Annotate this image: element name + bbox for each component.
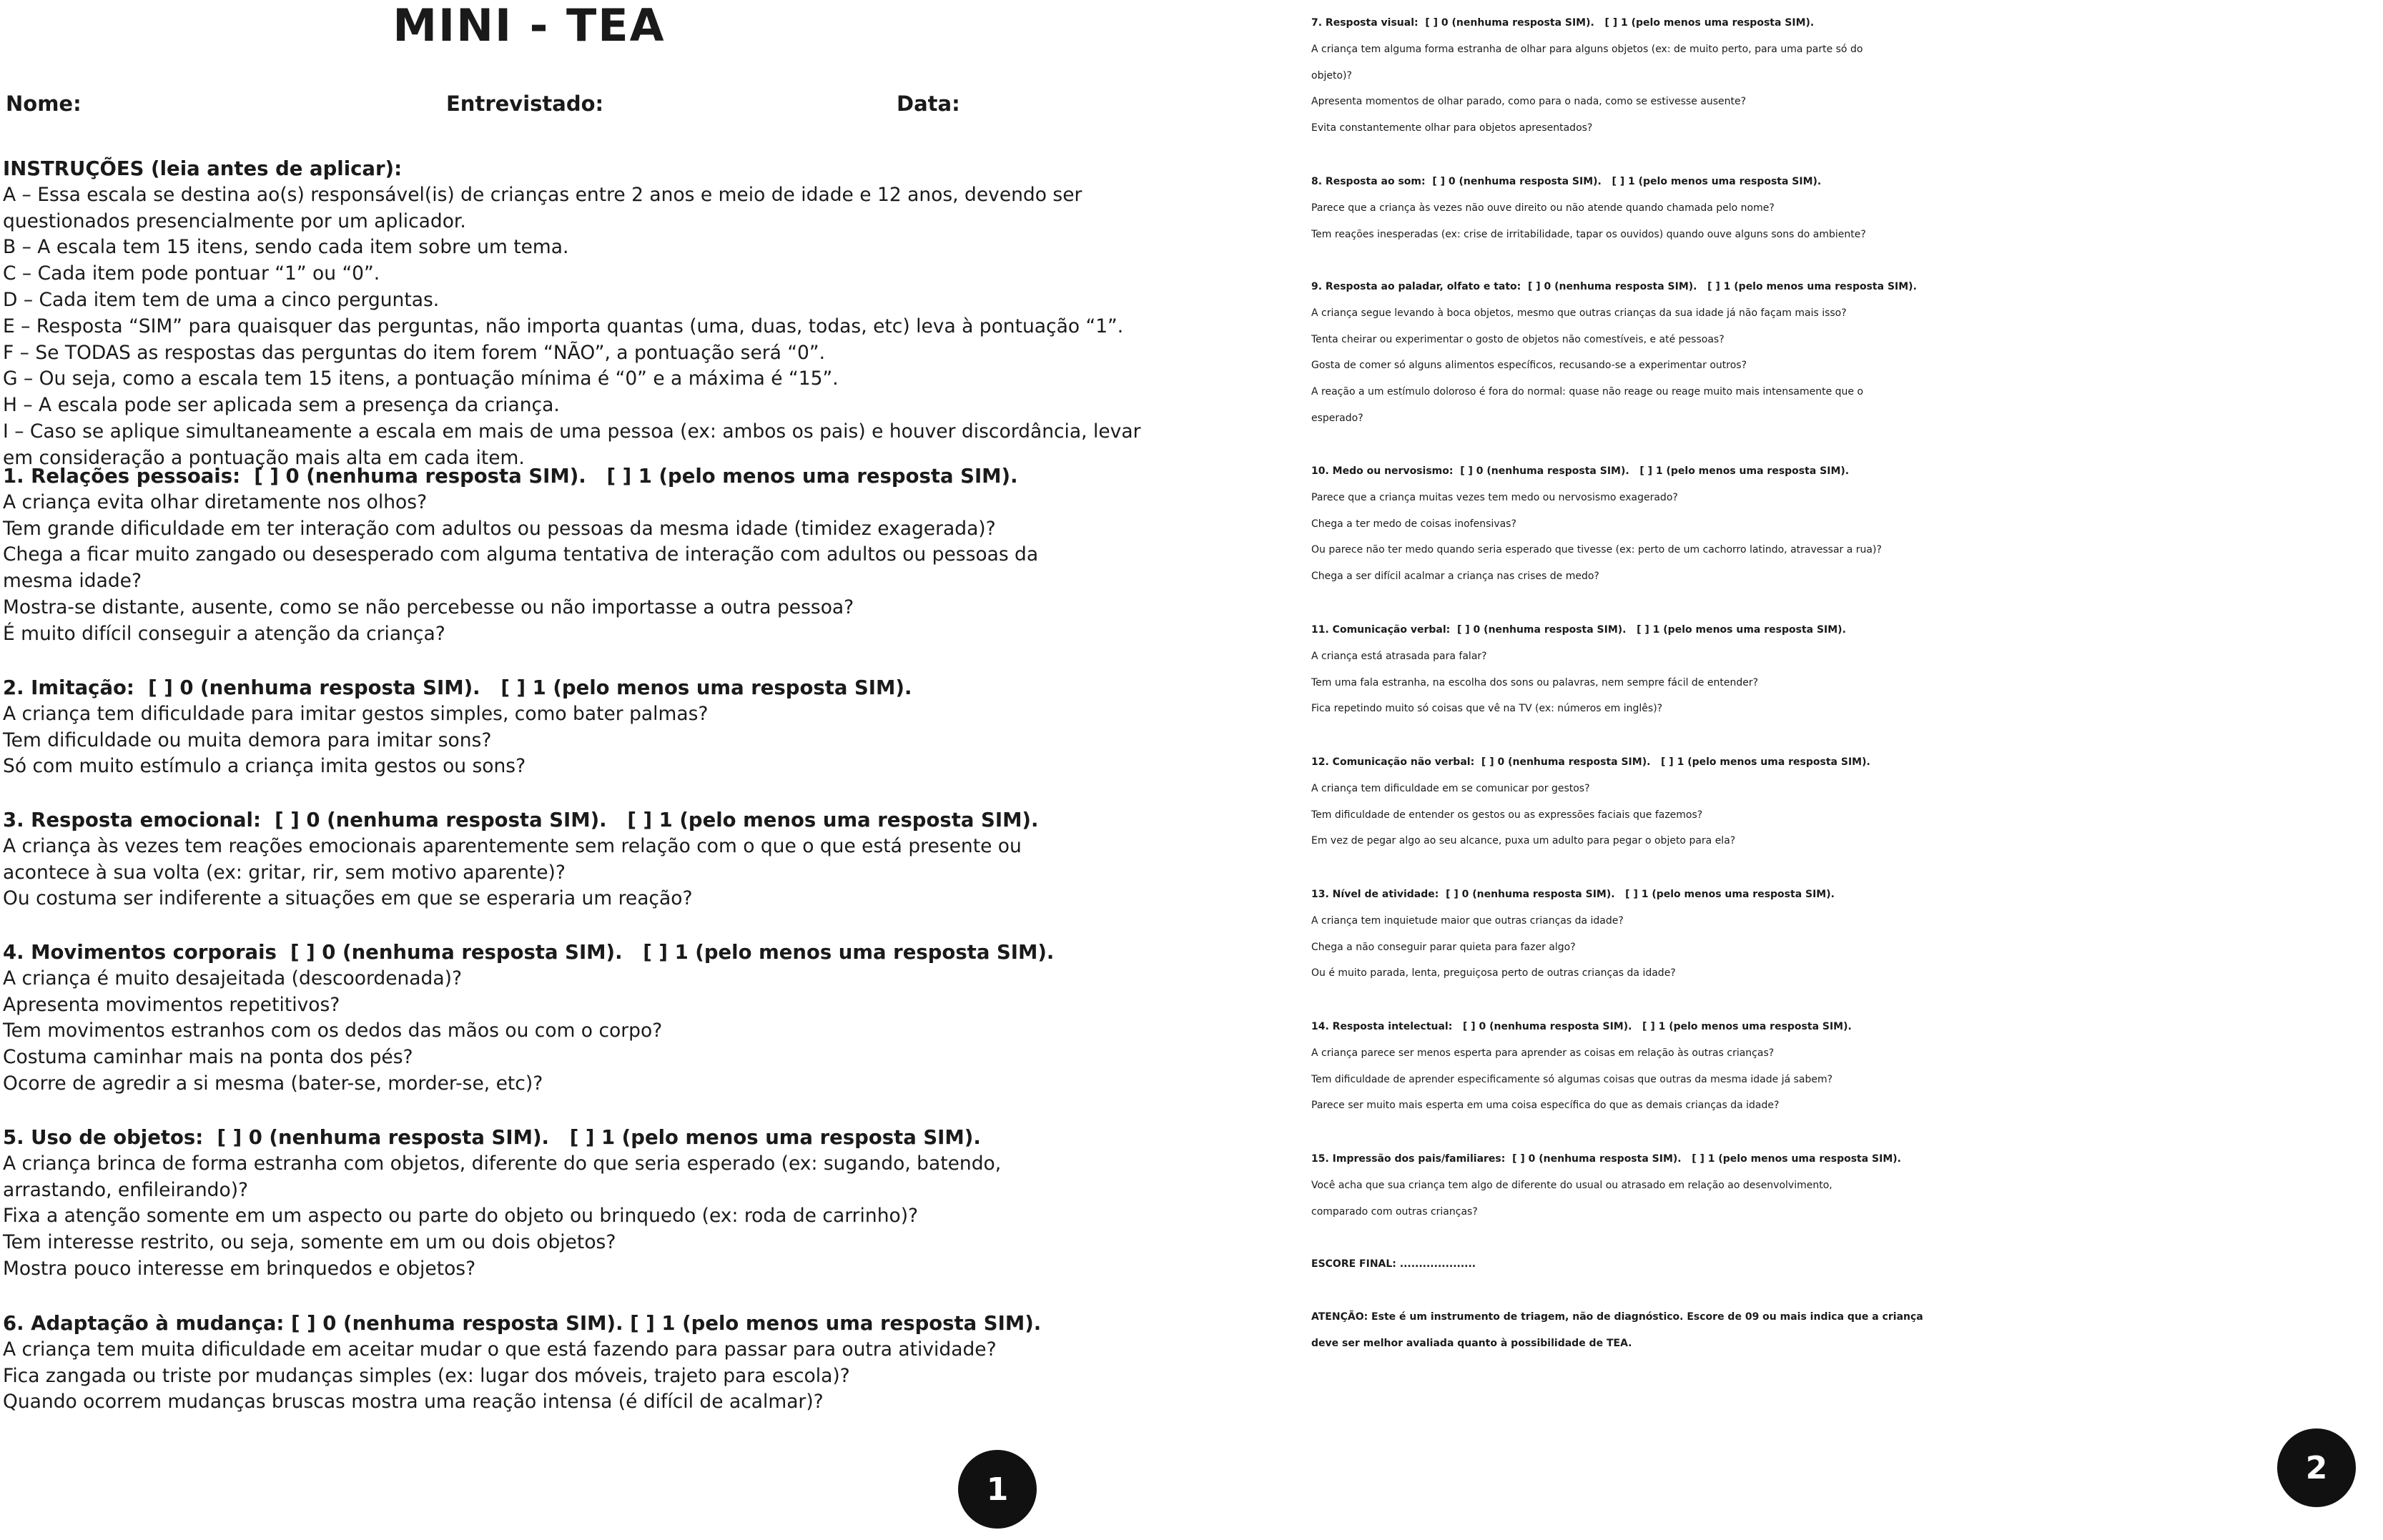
item-question: Fica repetindo muito só coisas que vê na TV (ex: números em inglês)? — [1311, 703, 1663, 715]
item-question: Chega a não conseguir parar quieta para fazer algo? — [1311, 941, 1576, 953]
instruction-line: questionados presencialmente por um aplicador. — [3, 209, 466, 232]
item-question: Tenta cheirar ou experimentar o gosto de objetos não comestíveis, e até pessoas? — [1311, 333, 1725, 345]
item-question: acontece à sua volta (ex: gritar, rir, sem motivo aparente)? — [3, 861, 566, 884]
item-question: Tem interesse restrito, ou seja, somente em um ou dois objetos? — [3, 1231, 616, 1254]
item-question: A reação a um estímulo doloroso é fora do normal: quase não reage ou reage muito mais intensamente que o — [1311, 386, 1864, 398]
header-fields — [6, 92, 1057, 120]
item-question: A criança parece ser menos esperta para aprender as coisas em relação às outras crianças? — [1311, 1047, 1775, 1059]
item-heading: 4. Movimentos corporais [ ] 0 (nenhuma resposta SIM). [ ] 1 (pelo menos uma resposta SIM). — [3, 941, 1055, 964]
item-4 — [3, 939, 1147, 1097]
item-heading: 5. Uso de objetos: [ ] 0 (nenhuma resposta SIM). [ ] 1 (pelo menos uma resposta SIM). — [3, 1126, 981, 1149]
item-question: A criança é muito desajeitada (descoordenada)? — [3, 967, 463, 989]
item-question: É muito difícil conseguir a atenção da criança? — [3, 622, 445, 645]
instruction-line: C – Cada item pode pontuar “1” ou “0”. — [3, 262, 380, 285]
item-question: Mostra pouco interesse em brinquedos e objetos? — [3, 1257, 476, 1280]
instruction-line: G – Ou seja, como a escala tem 15 itens, a pontuação mínima é “0” e a máxima é “15”. — [3, 367, 839, 390]
item-14 — [1311, 1014, 2380, 1119]
item-6 — [3, 1311, 1147, 1416]
date-label: Data: — [897, 92, 960, 116]
item-8 — [1311, 169, 2380, 247]
item-10 — [1311, 458, 2380, 590]
item-question: A criança tem dificuldade para imitar gestos simples, como bater palmas? — [3, 702, 709, 725]
instruction-line: I – Caso se aplique simultaneamente a escala em mais de uma pessoa (ex: ambos os pais) e houver discordância, levar — [3, 420, 1141, 443]
item-question: Mostra-se distante, ausente, como se não percebesse ou não importasse a outra pessoa? — [3, 596, 854, 618]
item-question: Gosta de comer só alguns alimentos específicos, recusando-se a experimentar outros? — [1311, 360, 1747, 372]
item-11 — [1311, 617, 2380, 722]
item-heading: 8. Resposta ao som: [ ] 0 (nenhuma resposta SIM). [ ] 1 (pelo menos uma resposta SIM). — [1311, 176, 1822, 187]
item-question: Apresenta momentos de olhar parado, como para o nada, como se estivesse ausente? — [1311, 96, 1747, 108]
item-question: Ocorre de agredir a si mesma (bater-se, morder-se, etc)? — [3, 1072, 543, 1095]
document-title: MINI - TEA — [393, 0, 666, 51]
item-question: A criança tem muita dificuldade em aceitar mudar o que está fazendo para passar para outra atividade? — [3, 1338, 997, 1361]
item-question: A criança às vezes tem reações emocionais aparentemente sem relação com o que o que está presente ou — [3, 834, 1022, 857]
item-heading: 9. Resposta ao paladar, olfato e tato: [ ] 0 (nenhuma resposta SIM). [ ] 1 (pelo menos uma resposta SIM). — [1311, 281, 1917, 292]
item-question: Fixa a atenção somente em um aspecto ou parte do objeto ou brinquedo (ex: roda de carrinho)? — [3, 1205, 919, 1228]
item-heading: 12. Comunicação não verbal: [ ] 0 (nenhuma resposta SIM). [ ] 1 (pelo menos uma resposta SIM). — [1311, 756, 1870, 768]
item-question: Chega a ser difícil acalmar a criança nas crises de medo? — [1311, 571, 1599, 583]
page-1 — [0, 0, 1158, 1540]
item-question: A criança brinca de forma estranha com objetos, diferente do que seria esperado (ex: sugando, batendo, — [3, 1152, 1002, 1175]
item-question: A criança tem alguma forma estranha de olhar para alguns objetos (ex: de muito perto, para uma parte só do — [1311, 43, 1863, 55]
item-question: Costuma caminhar mais na ponta dos pés? — [3, 1046, 413, 1069]
item-question: Só com muito estímulo a criança imita gestos ou sons? — [3, 755, 526, 778]
item-question: Tem dificuldade de entender os gestos ou as expressões faciais que fazemos? — [1311, 809, 1703, 821]
item-question: A criança está atrasada para falar? — [1311, 650, 1487, 662]
item-question: A criança tem inquietude maior que outras crianças da idade? — [1311, 914, 1624, 927]
item-question: Ou é muito parada, lenta, preguiçosa perto de outras crianças da idade? — [1311, 967, 1676, 979]
item-heading: 1. Relações pessoais: [ ] 0 (nenhuma resposta SIM). [ ] 1 (pelo menos uma resposta SIM). — [3, 465, 1018, 488]
item-7 — [1311, 10, 2380, 142]
item-9 — [1311, 274, 2380, 432]
instruction-line: F – Se TODAS as respostas das perguntas do item forem “NÃO”, a pontuação será “0”. — [3, 341, 826, 364]
item-question: A criança tem dificuldade em se comunicar por gestos? — [1311, 782, 1590, 794]
item-2 — [3, 675, 1147, 780]
instructions-block — [3, 156, 1147, 472]
item-question: Parece que a criança muitas vezes tem medo ou nervosismo exagerado? — [1311, 491, 1678, 503]
name-label: Nome: — [6, 92, 82, 116]
item-question: comparado com outras crianças? — [1311, 1205, 1478, 1218]
item-13 — [1311, 882, 2380, 987]
item-heading: 10. Medo ou nervosismo: [ ] 0 (nenhuma resposta SIM). [ ] 1 (pelo menos uma resposta SIM). — [1311, 465, 1850, 477]
item-12 — [1311, 749, 2380, 854]
interviewer-label: Entrevistado: — [446, 92, 604, 116]
item-question: Em vez de pegar algo ao seu alcance, puxa um adulto para pegar o objeto para ela? — [1311, 835, 1736, 847]
item-question: Você acha que sua criança tem algo de diferente do usual ou atrasado em relação ao desenvolvimento, — [1311, 1179, 1832, 1191]
item-heading: 15. Impressão dos pais/familiares: [ ] 0 (nenhuma resposta SIM). [ ] 1 (pelo menos uma resposta SIM). — [1311, 1153, 1901, 1165]
page-number-badge: 2 — [2277, 1428, 2356, 1507]
item-heading: 2. Imitação: [ ] 0 (nenhuma resposta SIM). [ ] 1 (pelo menos uma resposta SIM). — [3, 676, 912, 699]
item-question: Tem movimentos estranhos com os dedos das mãos ou com o corpo? — [3, 1020, 663, 1042]
item-heading: 14. Resposta intelectual: [ ] 0 (nenhuma resposta SIM). [ ] 1 (pelo menos uma resposta SIM). — [1311, 1021, 1852, 1032]
page-number-badge: 1 — [958, 1450, 1037, 1529]
item-heading: 3. Resposta emocional: [ ] 0 (nenhuma resposta SIM). [ ] 1 (pelo menos uma resposta SIM). — [3, 809, 1039, 831]
item-15 — [1311, 1146, 2380, 1225]
item-question: objeto)? — [1311, 69, 1352, 82]
instruction-line: H – A escala pode ser aplicada sem a presença da criança. — [3, 394, 560, 417]
instruction-line: E – Resposta “SIM” para quaisquer das perguntas, não importa quantas (uma, duas, todas, etc) leva à pontuação “1”. — [3, 315, 1124, 337]
instruction-line: em consideração a pontuação mais alta em cada item. — [3, 446, 525, 469]
item-question: Evita constantemente olhar para objetos apresentados? — [1311, 122, 1593, 134]
item-question: esperado? — [1311, 412, 1363, 424]
item-question: Quando ocorrem mudanças bruscas mostra uma reação intensa (é difícil de acalmar)? — [3, 1391, 824, 1413]
item-5 — [3, 1125, 1147, 1283]
page-2 — [1308, 0, 2377, 1540]
item-question: Chega a ter medo de coisas inofensivas? — [1311, 518, 1516, 530]
item-question: Tem dificuldade de aprender especificamente só algumas coisas que outras da mesma idade já sabem? — [1311, 1073, 1833, 1085]
item-question: A criança segue levando à boca objetos, mesmo que outras crianças da sua idade já não façam mais isso? — [1311, 307, 1847, 319]
attention-line: deve ser melhor avaliada quanto à possibilidade de TEA. — [1311, 1338, 1632, 1349]
instruction-line: A – Essa escala se destina ao(s) responsável(is) de crianças entre 2 anos e meio de idade e 12 anos, devendo ser — [3, 183, 1082, 206]
item-question: Parece ser muito mais esperta em uma coisa específica do que as demais crianças da idade? — [1311, 1100, 1780, 1112]
item-question: A criança evita olhar diretamente nos olhos? — [3, 490, 428, 513]
item-question: Ou costuma ser indiferente a situações em que se esperaria um reação? — [3, 887, 693, 910]
final-score: ESCORE FINAL: .................... — [1311, 1258, 1476, 1270]
item-question: Tem grande dificuldade em ter interação com adultos ou pessoas da mesma idade (timidez exagerada)? — [3, 517, 996, 540]
item-question: mesma idade? — [3, 570, 142, 593]
item-heading: 11. Comunicação verbal: [ ] 0 (nenhuma resposta SIM). [ ] 1 (pelo menos uma resposta SIM). — [1311, 624, 1846, 636]
item-heading: 7. Resposta visual: [ ] 0 (nenhuma resposta SIM). [ ] 1 (pelo menos uma resposta SIM). — [1311, 17, 1815, 29]
item-question: Tem dificuldade ou muita demora para imitar sons? — [3, 729, 492, 751]
item-heading: 13. Nível de atividade: [ ] 0 (nenhuma resposta SIM). [ ] 1 (pelo menos uma resposta SIM). — [1311, 889, 1835, 900]
item-question: Ou parece não ter medo quando seria esperado que tivesse (ex: perto de um cachorro latindo, atravessar a rua)? — [1311, 544, 1882, 556]
item-question: arrastando, enfileirando)? — [3, 1178, 249, 1201]
item-question: Apresenta movimentos repetitivos? — [3, 993, 340, 1016]
attention-line: ATENÇÃO: Este é um instrumento de triagem, não de diagnóstico. Escore de 09 ou mais indica que a criança — [1311, 1311, 1923, 1323]
item-1 — [3, 463, 1147, 648]
instruction-line: B – A escala tem 15 itens, sendo cada item sobre um tema. — [3, 236, 569, 259]
item-question: Tem uma fala estranha, na escolha dos sons ou palavras, nem sempre fácil de entender? — [1311, 676, 1759, 688]
item-heading: 6. Adaptação à mudança: [ ] 0 (nenhuma resposta SIM). [ ] 1 (pelo menos uma resposta SIM). — [3, 1312, 1042, 1335]
item-question: Tem reações inesperadas (ex: crise de irritabilidade, tapar os ouvidos) quando ouve alguns sons do ambiente? — [1311, 228, 1866, 240]
item-question: Fica zangada ou triste por mudanças simples (ex: lugar dos móveis, trajeto para escola)? — [3, 1364, 850, 1387]
item-3 — [3, 807, 1147, 912]
attention-note — [1311, 1304, 2380, 1357]
item-question: Parece que a criança às vezes não ouve direito ou não atende quando chamada pelo nome? — [1311, 202, 1775, 214]
item-question: Chega a ficar muito zangado ou desesperado com alguma tentativa de interação com adultos ou pessoas da — [3, 543, 1039, 566]
instruction-line: D – Cada item tem de uma a cinco perguntas. — [3, 288, 440, 311]
instructions-heading: INSTRUÇÕES (leia antes de aplicar): — [3, 157, 403, 180]
